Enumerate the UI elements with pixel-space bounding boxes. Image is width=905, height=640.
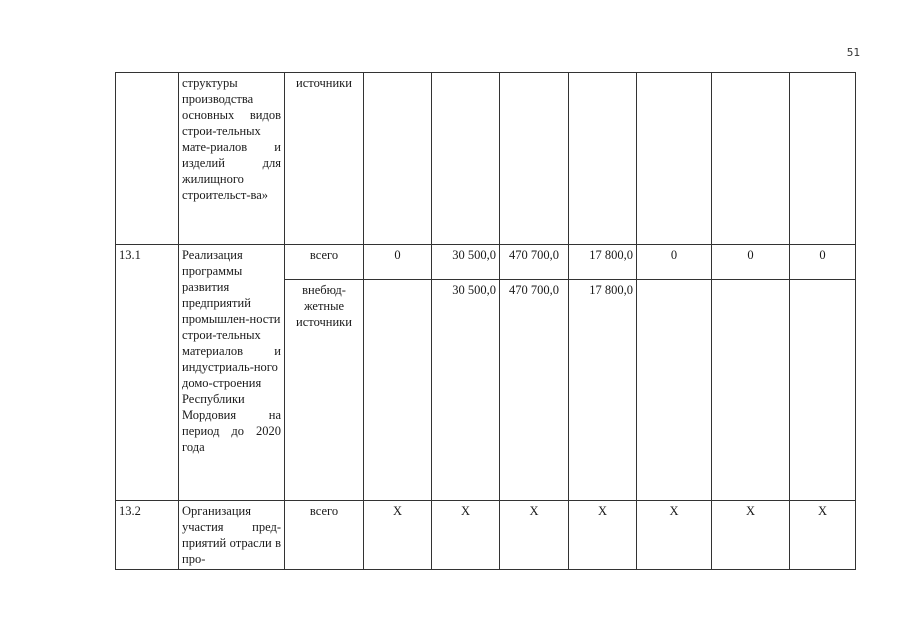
cell-value: 0 — [712, 245, 790, 280]
cell-value: 0 — [637, 245, 712, 280]
cell-value: X — [432, 501, 500, 570]
cell-source: всего — [285, 501, 364, 570]
cell-source: всего — [285, 245, 364, 280]
cell-activity-name: Организация участия пред-приятий отрасли в про- — [179, 501, 285, 570]
table-row-13-1-total — [116, 245, 856, 280]
cell-value — [637, 73, 712, 245]
cell-value: 17 800,0 — [569, 280, 637, 501]
cell-value: 470 700,0 — [500, 280, 569, 501]
table-row-13-2 — [116, 501, 856, 570]
table-row-continuation — [116, 73, 856, 245]
cell-number: 13.1 — [116, 245, 179, 501]
cell-value — [569, 73, 637, 245]
cell-value: X — [569, 501, 637, 570]
cell-activity-name: структуры производства основных видов строи-тельных мате-риалов и изделий для жилищного строительст-ва» — [179, 73, 285, 245]
cell-value: X — [500, 501, 569, 570]
cell-value: 0 — [364, 245, 432, 280]
cell-value — [712, 280, 790, 501]
cell-value: X — [712, 501, 790, 570]
cell-value: 0 — [790, 245, 856, 280]
cell-value: 17 800,0 — [569, 245, 637, 280]
cell-value: X — [637, 501, 712, 570]
page-number: 51 — [846, 46, 860, 59]
cell-number — [116, 73, 179, 245]
cell-value — [712, 73, 790, 245]
cell-number: 13.2 — [116, 501, 179, 570]
cell-value: 470 700,0 — [500, 245, 569, 280]
cell-value: X — [790, 501, 856, 570]
cell-value — [790, 280, 856, 501]
cell-value: 30 500,0 — [432, 280, 500, 501]
cell-value — [364, 73, 432, 245]
cell-value: 30 500,0 — [432, 245, 500, 280]
cell-value: X — [364, 501, 432, 570]
cell-source: источники — [285, 73, 364, 245]
cell-activity-name: Реализация программы развития предприятий промышлен-ности строи-тельных материалов и индустриаль-ного домо-строения Республики Мордовия на период до 2020 года — [179, 245, 285, 501]
budget-table — [115, 72, 856, 570]
cell-value — [500, 73, 569, 245]
cell-value — [637, 280, 712, 501]
cell-value — [432, 73, 500, 245]
cell-value — [364, 280, 432, 501]
cell-source: внебюд-жетные источники — [285, 280, 364, 501]
cell-value — [790, 73, 856, 245]
